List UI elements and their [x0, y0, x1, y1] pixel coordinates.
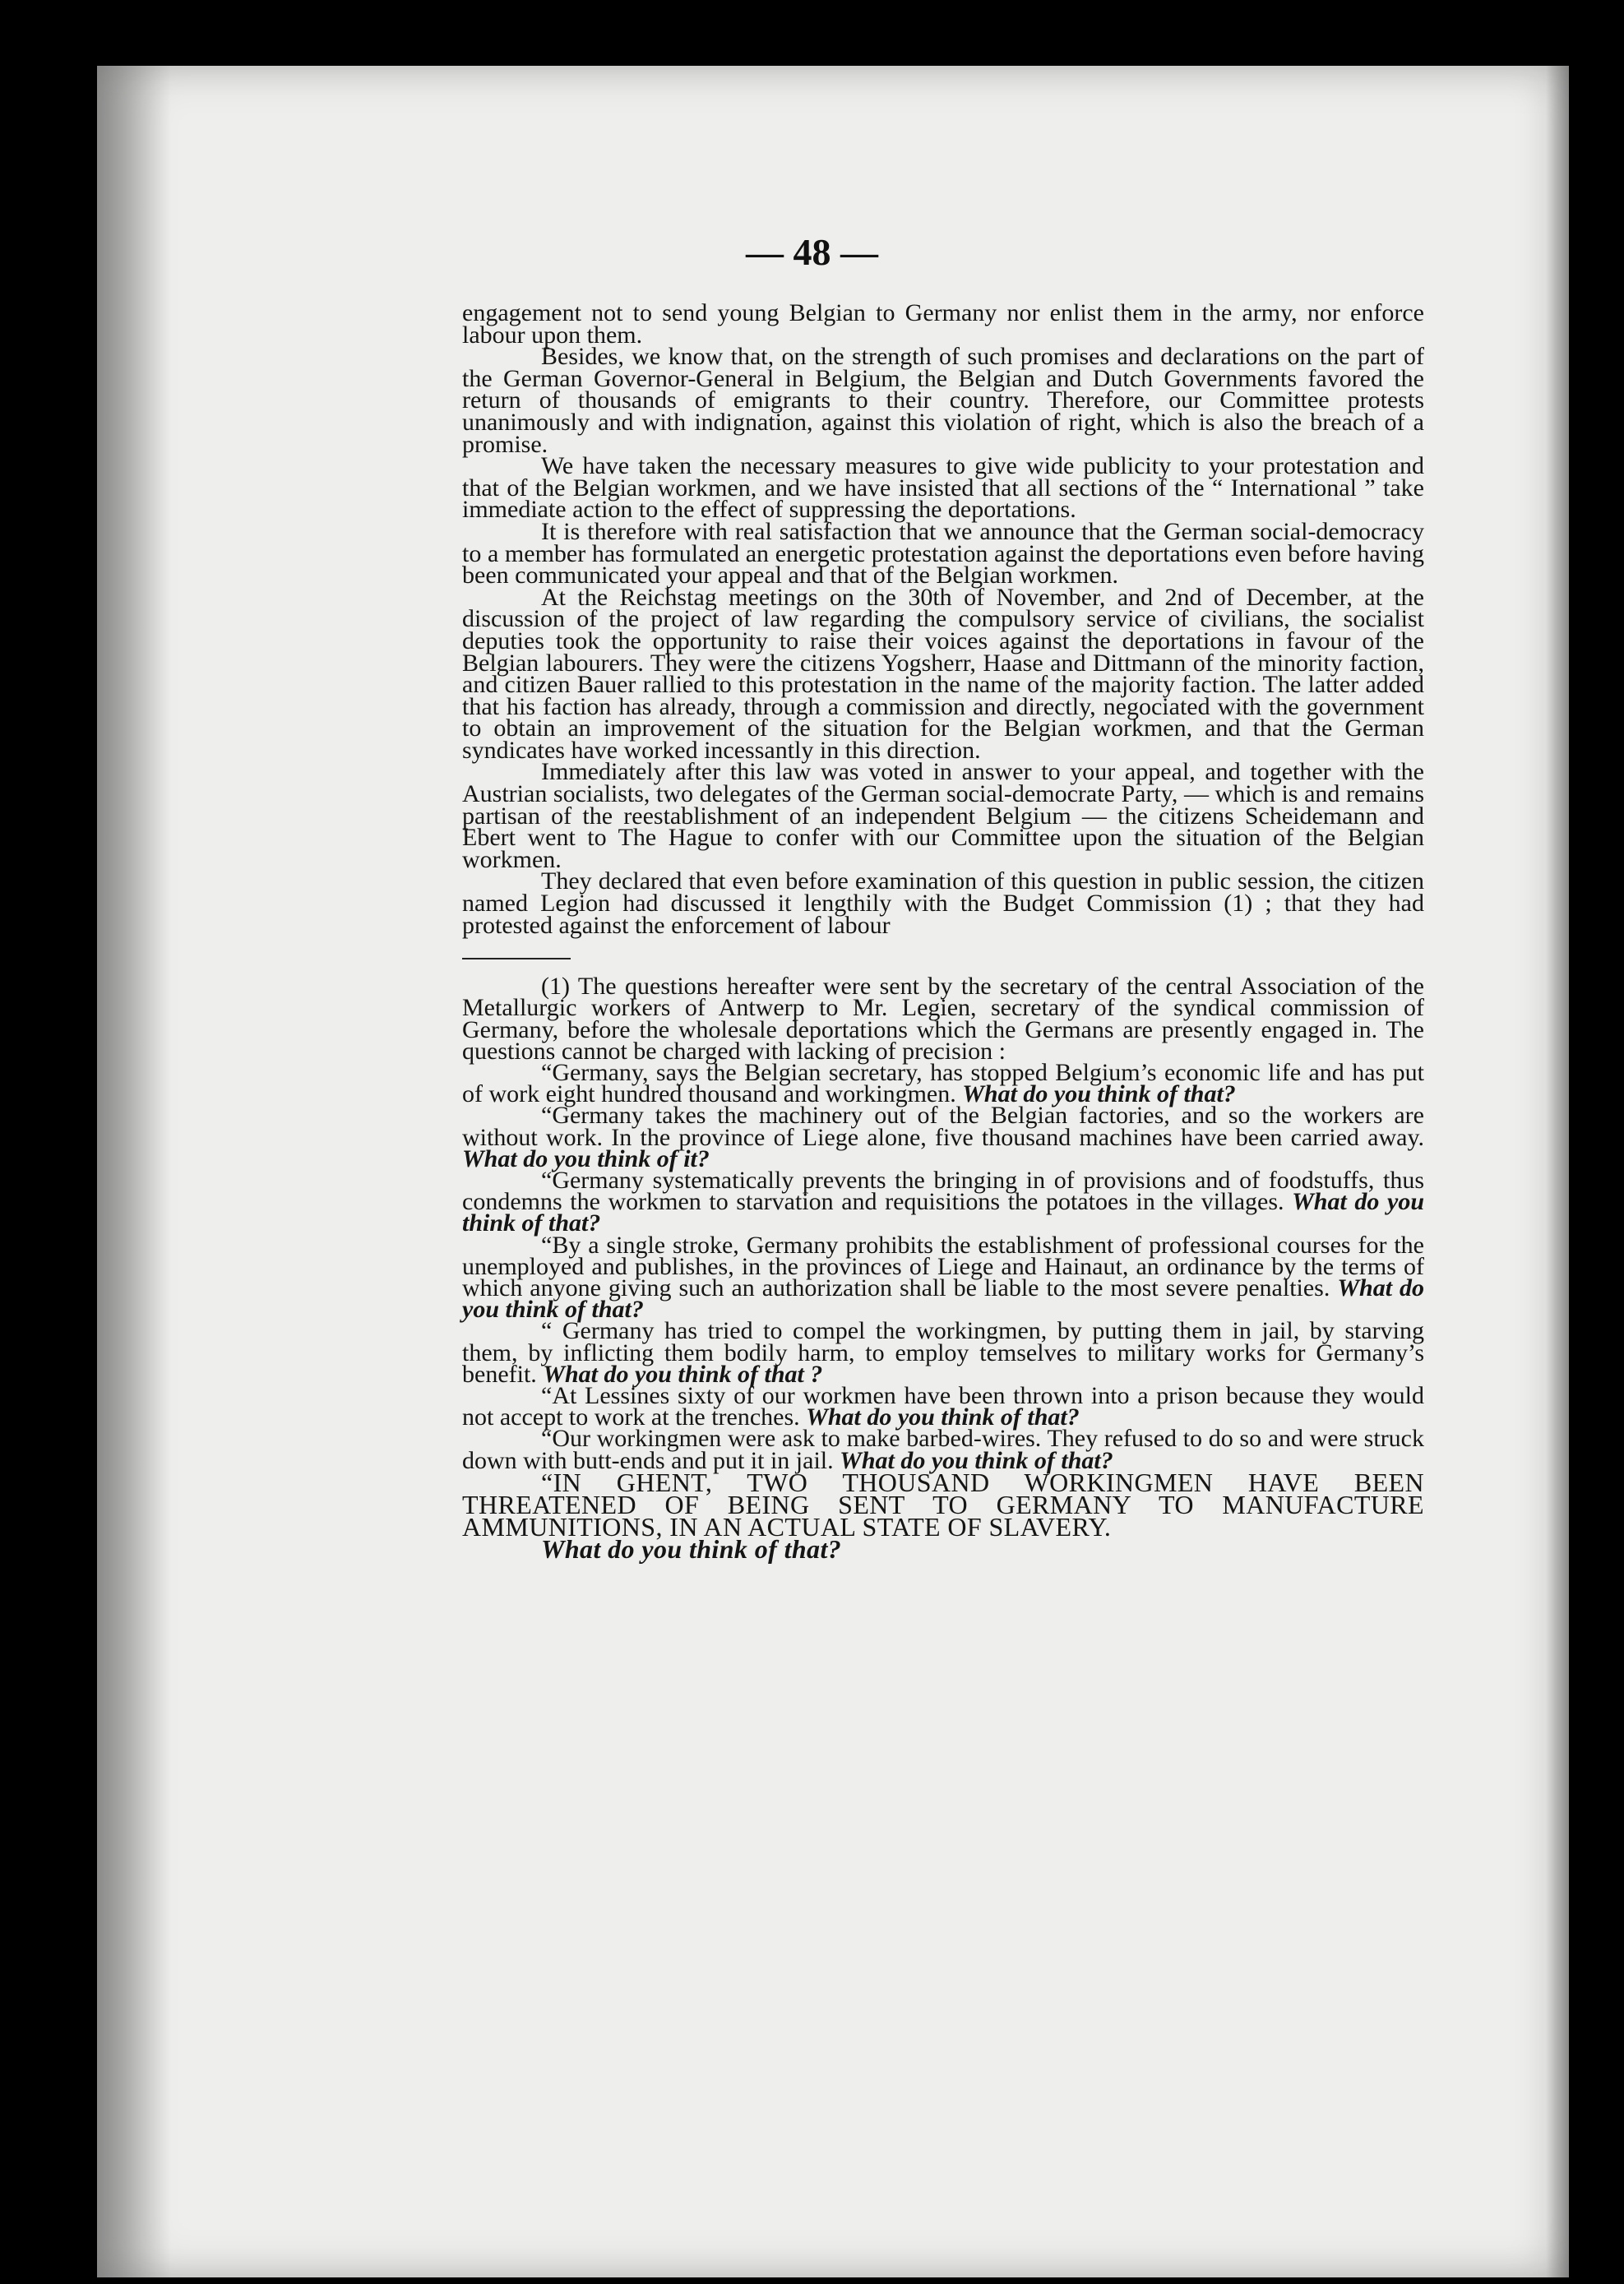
footnote-item-text: “By a single stroke, Germany prohibits the establishment of professional courses for the unemployed and publishes, in the provinces of Liege and Hainaut, an ordinance by the terms of which anyone giving such an authorization shall be liable to the most severe penalties.: [462, 1231, 1424, 1302]
footnote-item-question: What do you think of that?: [806, 1403, 1080, 1431]
footnote-item-text: “Our workingmen were ask to make barbed-wires. They refused to do so and were struck down with butt-ends and put it in jail.: [462, 1425, 1424, 1474]
footnote-item: [462, 1167, 1425, 1237]
footnote-item-text: “Germany takes the machinery out of the Belgian factories, and so the workers are without work. In the province of Liege alone, five thousand machines have been carried away.: [462, 1102, 1424, 1151]
footnote-final-question: What do you think of that?: [541, 1533, 842, 1564]
footnote-final-text: “IN GHENT, TWO THOUSAND WORKINGMEN HAVE BEEN THREATENED OF BEING SENT TO GERMANY TO MANUFACTURE AMMUNITIONS, IN AN ACTUAL STATE OF SLAVERY.: [462, 1467, 1424, 1542]
page-text: [462, 299, 1425, 1564]
paragraph: They declared that even before examination of this question in public session, the citizen named Legion had discussed it lengthily with the Budget Commission (1) ; that they had protested against the enforcement of labour: [462, 867, 1424, 939]
footnote-item-text: “At Lessines sixty of our workmen have been thrown into a prison because they would not accept to work at the trenches.: [462, 1382, 1424, 1431]
scan-shadow-right: [1546, 66, 1569, 2277]
scan-shadow-left: [97, 66, 171, 2277]
footnote-item-text: “ Germany has tried to compel the workingmen, by putting them in jail, by starving them, by inflicting them bodily harm, to employ temselves to military works for Germany’s benefit.: [462, 1317, 1424, 1388]
footnote-item: [462, 1059, 1424, 1108]
footnote-item-question: What do you think of that?: [962, 1080, 1236, 1108]
footnote-item: [462, 1102, 1424, 1172]
footnote-item-text: “Germany systematically prevents the bringing in of provisions and of foodstuffs, thus condemns the workmen to starvation and requisitions the potatoes in the villages.: [462, 1167, 1424, 1216]
paragraph: At the Reichstag meetings on the 30th of November, and 2nd of December, at the discussion of the project of law regarding the compulsory service of civilians, the socialist deputies took the opportunity to raise their voices against the deportations in favour of the Belgian labourers. They were the citizens Yogsherr, Haase and Dittmann of the minority faction, and citizen Bauer rallied to this protestation in the name of the majority faction. The latter added that his faction has already, through a commission and directly, negociated with the government to obtain an improvement of the situation for the Belgian workmen, and that the German syndicates have worked incessantly in this direction.: [462, 583, 1424, 764]
footnote-item: [462, 1425, 1424, 1474]
footnote-item: [462, 1231, 1424, 1324]
footnote-item-question: What do you think of that?: [462, 1274, 1424, 1324]
footnote-item-question: What do you think of that ?: [543, 1360, 823, 1388]
paragraph: Immediately after this law was voted in answer to your appeal, and together with the Austrian socialists, two delegates of the German social-democrate Party, — which is and remains partisan of the reestablishment of an independent Belgium — the citizens Scheidemann and Ebert went to The Hague to confer with our Committee upon the situation of the Belgian workmen.: [462, 758, 1424, 873]
footnote-item-question: What do you think of that?: [840, 1446, 1113, 1474]
footnote-divider: [462, 958, 571, 959]
page-number: — 48 —: [746, 231, 878, 273]
paragraph: It is therefore with real satisfaction that we announce that the German social-democracy to a member has formulated an energetic protestation against the deportations even before having been communicated your appeal and that of the Belgian workmen.: [462, 517, 1424, 589]
paragraph: Besides, we know that, on the strength of such promises and declarations on the part of the German Governor-General in Belgium, the Belgian and Dutch Governments favored the return of thousands of emigrants to their country. Therefore, our Committee protests unanimously and with indignation, against this violation of right, which is also the breach of a promise.: [462, 343, 1424, 458]
footnote-item-question: What do you think of that?: [462, 1188, 1425, 1237]
footnote: [462, 973, 1425, 1564]
footnote-item: [462, 1317, 1424, 1388]
footnote-item-text: “Germany, says the Belgian secretary, has stopped Belgium’s economic life and has put of work eight hundred thousand and workingmen.: [462, 1059, 1424, 1108]
footnote-intro: (1) The questions hereafter were sent by the secretary of the central Association of the Metallurgic workers of Antwerp to Mr. Legien, secretary of the syndical commission of Germany, before the wholesale deportations which the Germans are presently engaged in. The questions cannot be charged with lacking of precision :: [462, 973, 1424, 1065]
footnote-final-item: [462, 1467, 1424, 1564]
footnote-item: [462, 1382, 1424, 1431]
body-text: [462, 299, 1424, 939]
paragraph: engagement not to send young Belgian to Germany nor enlist them in the army, nor enforce labour upon them.: [462, 299, 1424, 349]
paragraph: We have taken the necessary measures to give wide publicity to your protestation and that of the Belgian workmen, and we have insisted that all sections of the “ International ” take immediate action to the effect of suppressing the deportations.: [462, 452, 1424, 524]
footnote-item-question: What do you think of it?: [462, 1144, 710, 1172]
